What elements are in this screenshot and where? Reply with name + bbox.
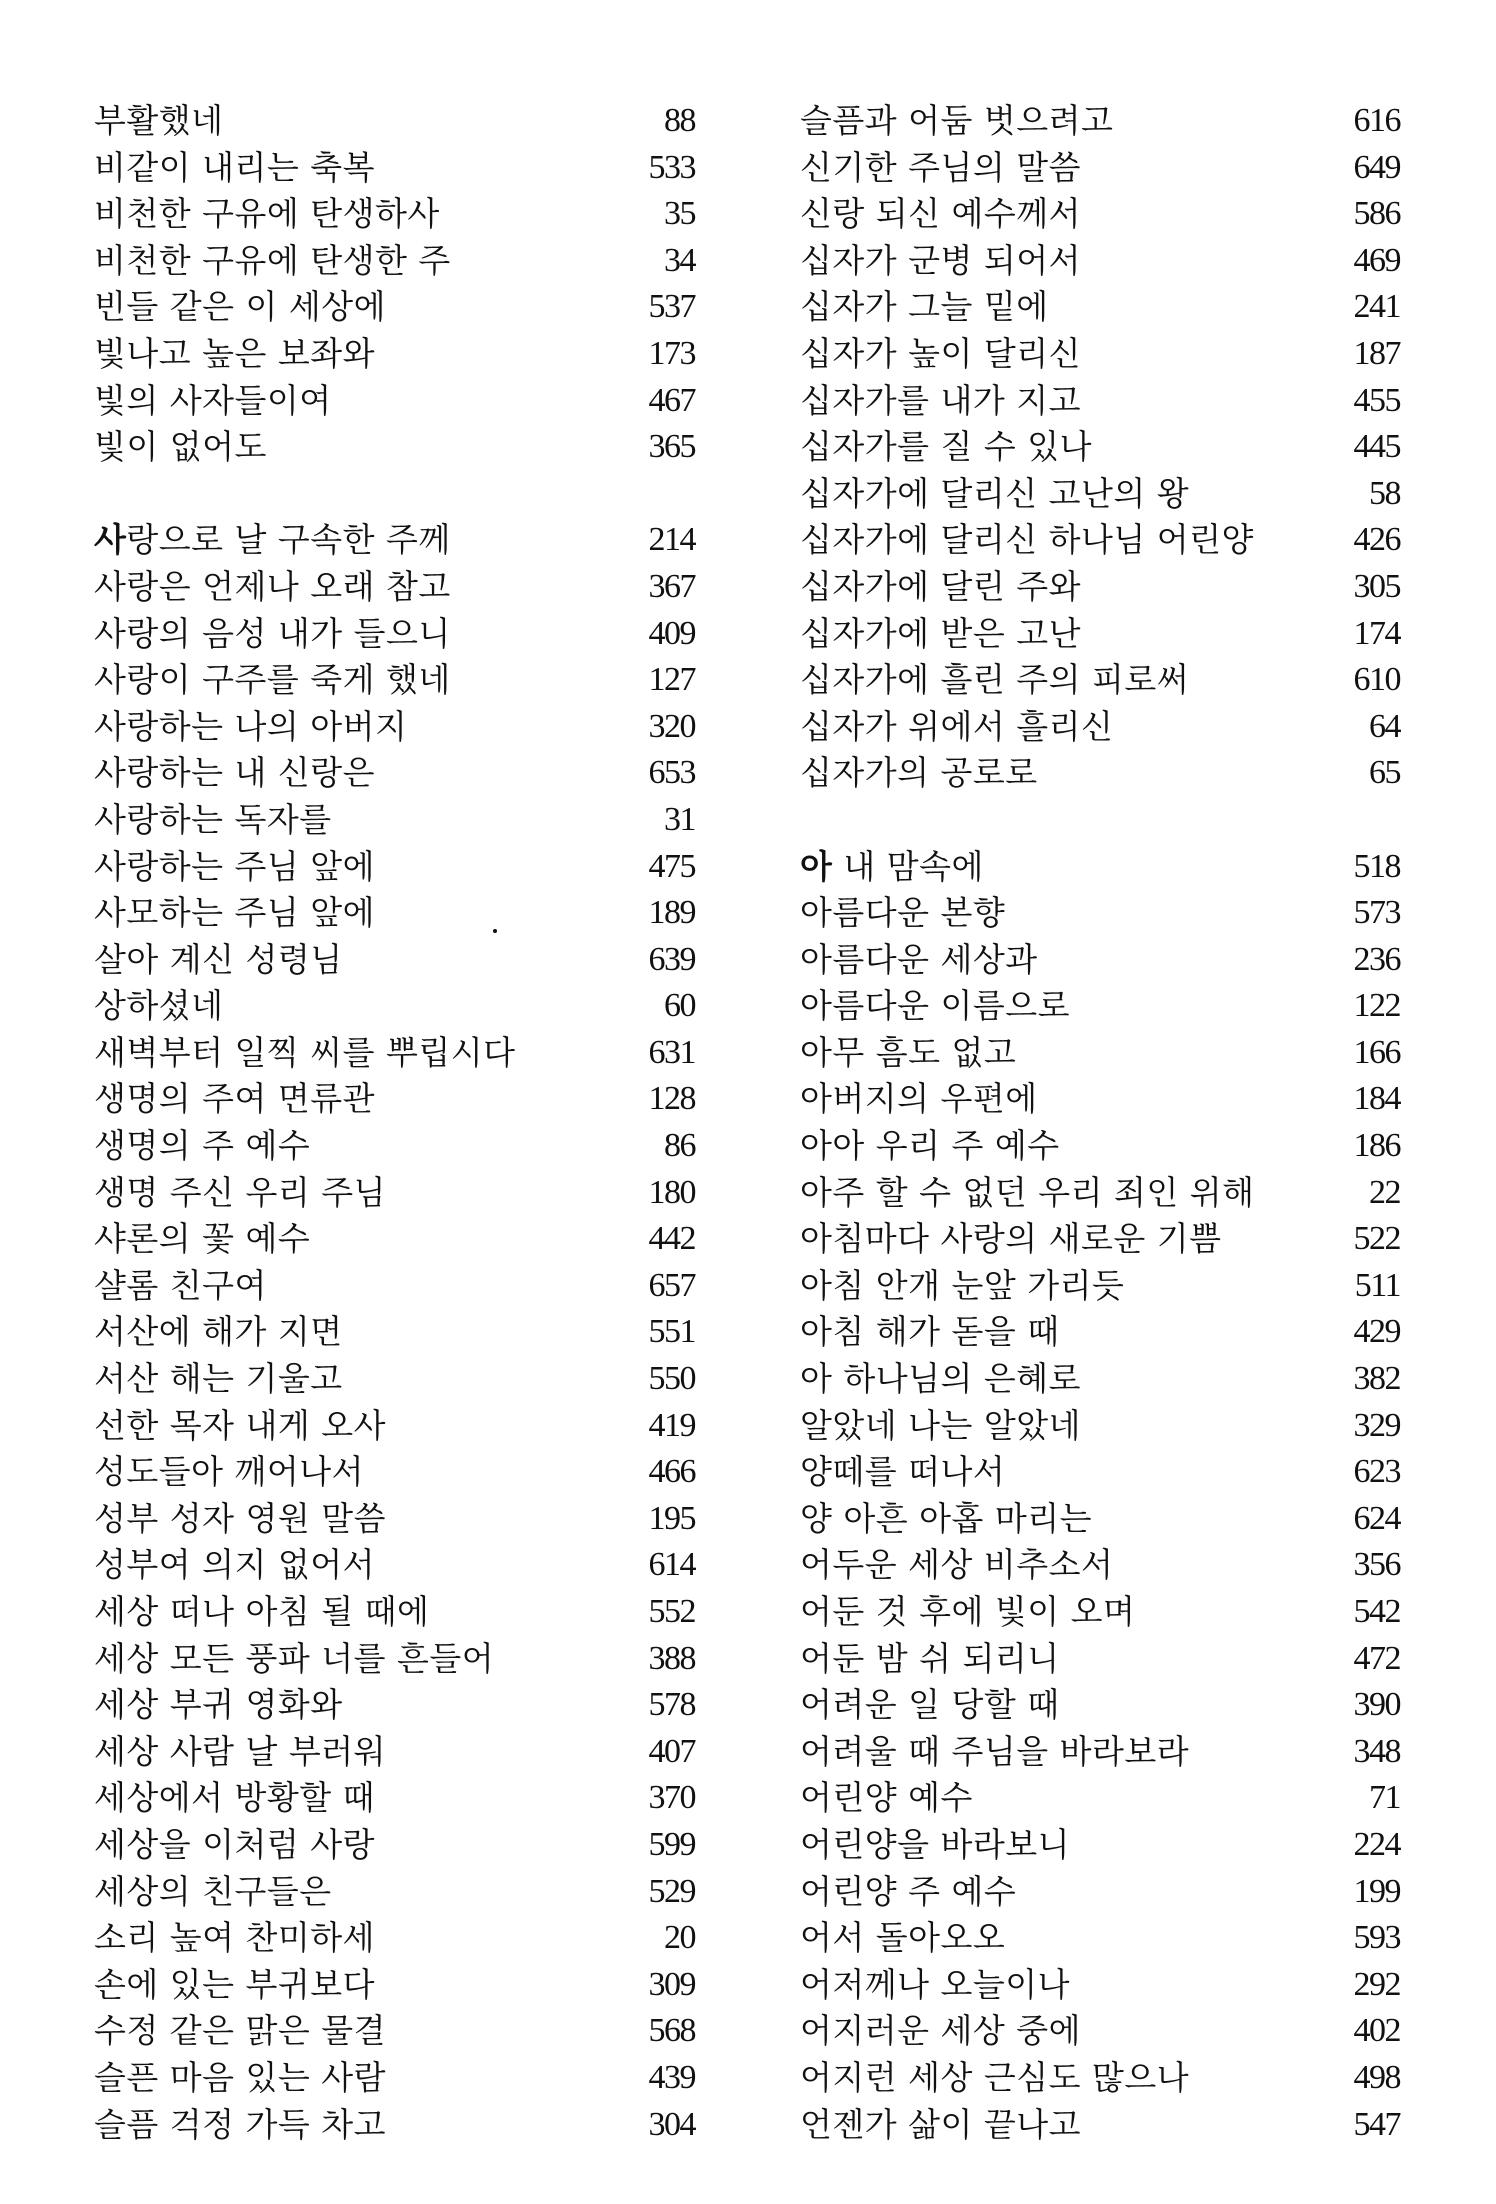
entry-title: 어린양 예수	[800, 1778, 973, 1818]
index-entry	[800, 1216, 1400, 1263]
stray-dot-mark	[493, 929, 497, 933]
index-entry	[800, 378, 1400, 425]
entry-title: 사랑하는 주님 앞에	[94, 846, 376, 886]
index-entry	[800, 1915, 1400, 1962]
entry-title: 어두운 세상 비추소서	[800, 1545, 1114, 1585]
entry-title: 십자가 그늘 밑에	[800, 287, 1049, 327]
entry-page-number: 475	[648, 847, 695, 885]
entry-page-number: 122	[1353, 987, 1400, 1025]
entry-title: 아아 우리 주 예수	[800, 1126, 1060, 1166]
entry-title	[94, 517, 451, 564]
entry-title: 손에 있는 부귀보다	[94, 1964, 376, 2004]
entry-page-number: 320	[648, 707, 695, 745]
index-entry	[800, 98, 1400, 145]
entry-page-number: 388	[648, 1639, 695, 1677]
entry-page-number: 409	[648, 614, 695, 652]
entry-title: 십자가에 흘린 주의 피로써	[800, 660, 1190, 700]
entry-page-number: 455	[1353, 381, 1400, 419]
entry-page-number: 390	[1353, 1686, 1400, 1724]
entry-page-number: 610	[1353, 661, 1400, 699]
index-entry	[800, 1030, 1400, 1077]
entry-page-number: 166	[1353, 1033, 1400, 1071]
entry-title: 아침 해가 돋을 때	[800, 1312, 1060, 1352]
entry-title: 십자가 군병 되어서	[800, 240, 1082, 280]
entry-page-number: 20	[664, 1919, 695, 1957]
index-entry	[94, 1216, 694, 1263]
entry-title: 세상 모든 풍파 너를 흔들어	[94, 1638, 495, 1678]
entry-title: 빛이 없어도	[94, 427, 267, 467]
index-entry	[800, 1822, 1400, 1869]
index-entry	[94, 797, 694, 844]
index-entry	[800, 1356, 1400, 1403]
index-entry	[94, 145, 694, 192]
entry-title: 생명 주신 우리 주님	[94, 1172, 386, 1212]
entry-page-number: 88	[664, 102, 695, 139]
index-entry	[94, 1403, 694, 1450]
entry-page-number: 31	[664, 800, 695, 838]
entry-page-number: 649	[1353, 148, 1400, 186]
entry-page-number: 518	[1353, 847, 1400, 885]
section-initial: 사	[94, 520, 127, 560]
entry-title: 빛나고 높은 보좌와	[94, 333, 376, 373]
index-entry	[800, 2008, 1400, 2055]
entry-title: 아무 흠도 없고	[800, 1032, 1017, 1072]
index-entry	[800, 471, 1400, 518]
entry-title: 알았네 나는 알았네	[800, 1405, 1082, 1445]
entry-page-number: 305	[1353, 567, 1400, 605]
entry-title: 양 아흔 아홉 마리는	[800, 1498, 1092, 1538]
entry-page-number: 547	[1353, 2105, 1400, 2143]
entry-page-number: 472	[1353, 1639, 1400, 1677]
entry-page-number: 64	[1369, 707, 1400, 745]
entry-page-number: 426	[1353, 521, 1400, 559]
entry-title: 아름다운 본향	[800, 893, 1006, 933]
index-entry	[94, 564, 694, 611]
entry-page-number: 537	[648, 288, 695, 326]
entry-title: 생명의 주 예수	[94, 1126, 311, 1166]
entry-page-number: 498	[1353, 2058, 1400, 2096]
entry-page-number: 35	[664, 195, 695, 233]
entry-title: 십자가를 내가 지고	[800, 380, 1082, 420]
entry-title: 아름다운 세상과	[800, 939, 1038, 979]
entry-page-number: 367	[648, 567, 695, 605]
entry-title: 살아 계신 성령님	[94, 939, 343, 979]
index-entry	[94, 750, 694, 797]
index-entry	[800, 1496, 1400, 1543]
entry-page-number: 402	[1353, 2012, 1400, 2050]
entry-title: 세상을 이처럼 사랑	[94, 1824, 376, 1864]
entry-title: 비천한 구유에 탄생하사	[94, 194, 440, 234]
entry-title: 신기한 주님의 말씀	[800, 147, 1082, 187]
entry-page-number: 180	[648, 1173, 695, 1211]
index-entry	[94, 1822, 694, 1869]
entry-title: 아 하나님의 은혜로	[800, 1359, 1082, 1399]
entry-title: 사랑하는 내 신랑은	[94, 753, 376, 793]
entry-title: 신랑 되신 예수께서	[800, 194, 1082, 234]
entry-page-number: 22	[1369, 1173, 1400, 1211]
entry-title: 십자가에 달린 주와	[800, 566, 1082, 606]
entry-page-number: 529	[648, 1872, 695, 1910]
index-entry	[800, 238, 1400, 285]
index-entry	[94, 284, 694, 331]
entry-title: 선한 목자 내게 오사	[94, 1405, 386, 1445]
entry-page-number: 522	[1353, 1220, 1400, 1258]
index-entry	[800, 191, 1400, 238]
index-entry	[800, 1775, 1400, 1822]
entry-title: 슬픔과 어둠 벗으려고	[800, 101, 1114, 140]
index-entry	[800, 890, 1400, 937]
entry-title: 세상 떠나 아침 될 때에	[94, 1592, 430, 1631]
entry-title: 아침마다 사랑의 새로운 기쁨	[800, 1219, 1222, 1259]
index-entry	[94, 1309, 694, 1356]
entry-title: 빈들 같은 이 세상에	[94, 287, 386, 327]
entry-page-number: 127	[648, 661, 695, 699]
index-entry	[94, 1449, 694, 1496]
index-entry	[800, 844, 1400, 891]
index-entry	[94, 1123, 694, 1170]
entry-title: 아침 안개 눈앞 가리듯	[800, 1265, 1125, 1305]
entry-title: 어려운 일 당할 때	[800, 1685, 1060, 1725]
entry-title: 십자가에 받은 고난	[800, 613, 1082, 653]
index-entry	[94, 1962, 694, 2009]
entry-title: 세상 사람 날 부러워	[94, 1731, 386, 1771]
index-entry	[800, 1449, 1400, 1496]
section-gap	[800, 797, 1400, 844]
index-entry	[94, 2008, 694, 2055]
entry-page-number: 578	[648, 1686, 695, 1724]
entry-title: 어서 돌아오오	[800, 1918, 1006, 1958]
index-entry	[94, 2055, 694, 2102]
entry-title: 사랑하는 독자를	[94, 799, 332, 839]
entry-title	[800, 844, 984, 891]
entry-page-number: 573	[1353, 894, 1400, 932]
index-entry	[94, 1076, 694, 1123]
index-entry	[800, 145, 1400, 192]
entry-page-number: 586	[1353, 195, 1400, 233]
entry-page-number: 356	[1353, 1546, 1400, 1584]
index-entry	[800, 750, 1400, 797]
index-entry	[800, 564, 1400, 611]
entry-page-number: 187	[1353, 334, 1400, 372]
entry-title: 어린양 주 예수	[800, 1871, 1017, 1911]
index-entry	[800, 1170, 1400, 1217]
entry-title: 슬픈 마음 있는 사람	[94, 2057, 386, 2097]
index-entry	[800, 1589, 1400, 1636]
entry-title-text: 내 맘속에	[832, 846, 984, 886]
index-entry	[94, 1869, 694, 1916]
entry-page-number: 568	[648, 2012, 695, 2050]
entry-title: 언젠가 삶이 끝나고	[800, 2104, 1082, 2144]
entry-title: 어려울 때 주님을 바라보라	[800, 1731, 1190, 1771]
entry-title: 사랑의 음성 내가 들으니	[94, 613, 451, 653]
left-index-column	[94, 98, 694, 2148]
entry-page-number: 639	[648, 940, 695, 978]
index-entry	[94, 1356, 694, 1403]
entry-page-number: 60	[664, 987, 695, 1025]
entry-page-number: 199	[1353, 1872, 1400, 1910]
entry-title: 어둔 밤 쉬 되리니	[800, 1638, 1060, 1678]
entry-page-number: 214	[648, 521, 695, 559]
entry-page-number: 174	[1353, 614, 1400, 652]
entry-title: 어지러운 세상 중에	[800, 2011, 1082, 2051]
entry-page-number: 241	[1353, 288, 1400, 326]
entry-title: 어지런 세상 근심도 많으나	[800, 2057, 1190, 2097]
right-index-column	[800, 98, 1400, 2148]
entry-title: 서산 해는 기울고	[94, 1359, 343, 1399]
index-entry	[94, 704, 694, 751]
entry-page-number: 173	[648, 334, 695, 372]
entry-title: 십자가 위에서 흘리신	[800, 706, 1114, 746]
entry-page-number: 382	[1353, 1360, 1400, 1398]
entry-title: 아주 할 수 없던 우리 죄인 위해	[800, 1172, 1255, 1212]
entry-page-number: 186	[1353, 1127, 1400, 1165]
entry-title: 성부여 의지 없어서	[94, 1545, 376, 1585]
entry-page-number: 623	[1353, 1453, 1400, 1491]
index-entry	[800, 1123, 1400, 1170]
entry-page-number: 365	[648, 428, 695, 466]
index-entry	[94, 611, 694, 658]
entry-title: 성부 성자 영원 말씀	[94, 1498, 386, 1538]
entry-title: 비같이 내리는 축복	[94, 147, 376, 187]
entry-page-number: 442	[648, 1220, 695, 1258]
index-entry	[94, 1682, 694, 1729]
index-entry	[800, 517, 1400, 564]
entry-title: 부활했네	[94, 101, 224, 140]
index-entry	[94, 1263, 694, 1310]
entry-page-number: 429	[1353, 1313, 1400, 1351]
index-entry	[800, 657, 1400, 704]
index-entry	[94, 844, 694, 891]
entry-page-number: 631	[648, 1033, 695, 1071]
entry-title: 상하셨네	[94, 986, 224, 1026]
index-entry	[94, 424, 694, 471]
entry-title: 생명의 주여 면류관	[94, 1079, 376, 1119]
entry-title: 서산에 해가 지면	[94, 1312, 343, 1352]
entry-page-number: 309	[648, 1965, 695, 2003]
entry-page-number: 657	[648, 1266, 695, 1304]
entry-title: 사랑이 구주를 죽게 했네	[94, 660, 451, 700]
entry-title: 세상 부귀 영화와	[94, 1685, 343, 1725]
index-entry	[94, 517, 694, 564]
entry-page-number: 653	[648, 754, 695, 792]
index-entry	[800, 1076, 1400, 1123]
entry-page-number: 34	[664, 241, 695, 279]
index-entry	[800, 1682, 1400, 1729]
entry-title: 사랑하는 나의 아버지	[94, 706, 408, 746]
index-entry	[94, 98, 694, 145]
entry-page-number: 71	[1369, 1779, 1400, 1817]
entry-title: 비천한 구유에 탄생한 주	[94, 240, 451, 280]
index-entry	[94, 191, 694, 238]
index-entry	[800, 937, 1400, 984]
entry-title: 성도들아 깨어나서	[94, 1452, 365, 1492]
index-entry	[800, 1263, 1400, 1310]
index-entry	[94, 331, 694, 378]
entry-page-number: 236	[1353, 940, 1400, 978]
entry-page-number: 292	[1353, 1965, 1400, 2003]
entry-page-number: 58	[1369, 474, 1400, 512]
index-entry	[800, 1962, 1400, 2009]
entry-page-number: 407	[648, 1732, 695, 1770]
section-initial: 아	[800, 846, 833, 886]
entry-page-number: 195	[648, 1499, 695, 1537]
entry-title: 십자가에 달리신 고난의 왕	[800, 473, 1190, 513]
entry-page-number: 551	[648, 1313, 695, 1351]
index-entry	[94, 238, 694, 285]
index-entry	[94, 1542, 694, 1589]
entry-page-number: 445	[1353, 428, 1400, 466]
entry-page-number: 304	[648, 2105, 695, 2143]
entry-title: 아버지의 우편에	[800, 1079, 1038, 1119]
index-entry	[800, 2055, 1400, 2102]
entry-title: 십자가에 달리신 하나님 어린양	[800, 520, 1254, 560]
index-entry	[94, 2102, 694, 2149]
entry-title: 슬픔 걱정 가득 차고	[94, 2104, 386, 2144]
index-entry	[800, 2102, 1400, 2149]
entry-page-number: 128	[648, 1080, 695, 1118]
entry-page-number: 189	[648, 894, 695, 932]
entry-title-text: 랑으로 날 구속한 주께	[126, 520, 451, 560]
entry-title: 아름다운 이름으로	[800, 986, 1071, 1026]
entry-page-number: 224	[1353, 1825, 1400, 1863]
index-entry	[94, 937, 694, 984]
entry-page-number: 65	[1369, 754, 1400, 792]
entry-page-number: 511	[1354, 1266, 1400, 1304]
index-entry	[94, 1775, 694, 1822]
entry-title: 새벽부터 일찍 씨를 뿌립시다	[94, 1032, 516, 1072]
index-entry	[800, 1309, 1400, 1356]
index-entry	[94, 1589, 694, 1636]
index-entry	[94, 1030, 694, 1077]
entry-title: 샬롬 친구여	[94, 1265, 267, 1305]
index-entry	[800, 1542, 1400, 1589]
index-entry	[94, 1496, 694, 1543]
entry-title: 어린양을 바라보니	[800, 1824, 1071, 1864]
index-entry	[800, 1869, 1400, 1916]
index-entry	[94, 1915, 694, 1962]
index-entry	[800, 611, 1400, 658]
entry-page-number: 467	[648, 381, 695, 419]
index-entry	[94, 1636, 694, 1683]
entry-page-number: 542	[1353, 1593, 1400, 1630]
entry-title: 빛의 사자들이여	[94, 380, 332, 420]
index-entry	[800, 1729, 1400, 1776]
entry-page-number: 533	[648, 148, 695, 186]
index-entry	[800, 1636, 1400, 1683]
entry-title: 샤론의 꽃 예수	[94, 1219, 311, 1259]
index-entry	[94, 1170, 694, 1217]
entry-title: 양떼를 떠나서	[800, 1452, 1006, 1492]
entry-page-number: 329	[1353, 1406, 1400, 1444]
index-entry	[94, 1729, 694, 1776]
entry-page-number: 469	[1353, 241, 1400, 279]
index-entry	[800, 284, 1400, 331]
entry-page-number: 348	[1353, 1732, 1400, 1770]
index-entry	[94, 890, 694, 937]
entry-page-number: 614	[648, 1546, 695, 1584]
entry-title: 세상에서 방황할 때	[94, 1778, 376, 1818]
index-entry	[800, 1403, 1400, 1450]
entry-page-number: 552	[648, 1593, 695, 1630]
section-gap	[94, 471, 694, 518]
entry-title: 어둔 것 후에 빛이 오며	[800, 1592, 1136, 1631]
entry-page-number: 616	[1353, 102, 1400, 139]
entry-title: 사모하는 주님 앞에	[94, 893, 376, 933]
entry-title: 십자가를 질 수 있나	[800, 427, 1092, 467]
index-entry	[94, 378, 694, 425]
entry-page-number: 550	[648, 1360, 695, 1398]
entry-title: 사랑은 언제나 오래 참고	[94, 566, 451, 606]
entry-page-number: 370	[648, 1779, 695, 1817]
entry-page-number: 466	[648, 1453, 695, 1491]
entry-page-number: 599	[648, 1825, 695, 1863]
entry-title: 세상의 친구들은	[94, 1871, 332, 1911]
entry-title: 소리 높여 찬미하세	[94, 1918, 376, 1958]
entry-page-number: 624	[1353, 1499, 1400, 1537]
entry-title: 십자가 높이 달리신	[800, 333, 1082, 373]
entry-page-number: 593	[1353, 1919, 1400, 1957]
entry-page-number: 439	[648, 2058, 695, 2096]
entry-title: 수정 같은 맑은 물결	[94, 2011, 386, 2051]
index-entry	[800, 704, 1400, 751]
entry-title: 십자가의 공로로	[800, 753, 1038, 793]
index-entry	[800, 424, 1400, 471]
entry-title: 어저께나 오늘이나	[800, 1964, 1071, 2004]
index-entry	[800, 983, 1400, 1030]
entry-page-number: 419	[648, 1406, 695, 1444]
entry-page-number: 86	[664, 1127, 695, 1165]
index-entry	[800, 331, 1400, 378]
entry-page-number: 184	[1353, 1080, 1400, 1118]
index-entry	[94, 983, 694, 1030]
index-entry	[94, 657, 694, 704]
